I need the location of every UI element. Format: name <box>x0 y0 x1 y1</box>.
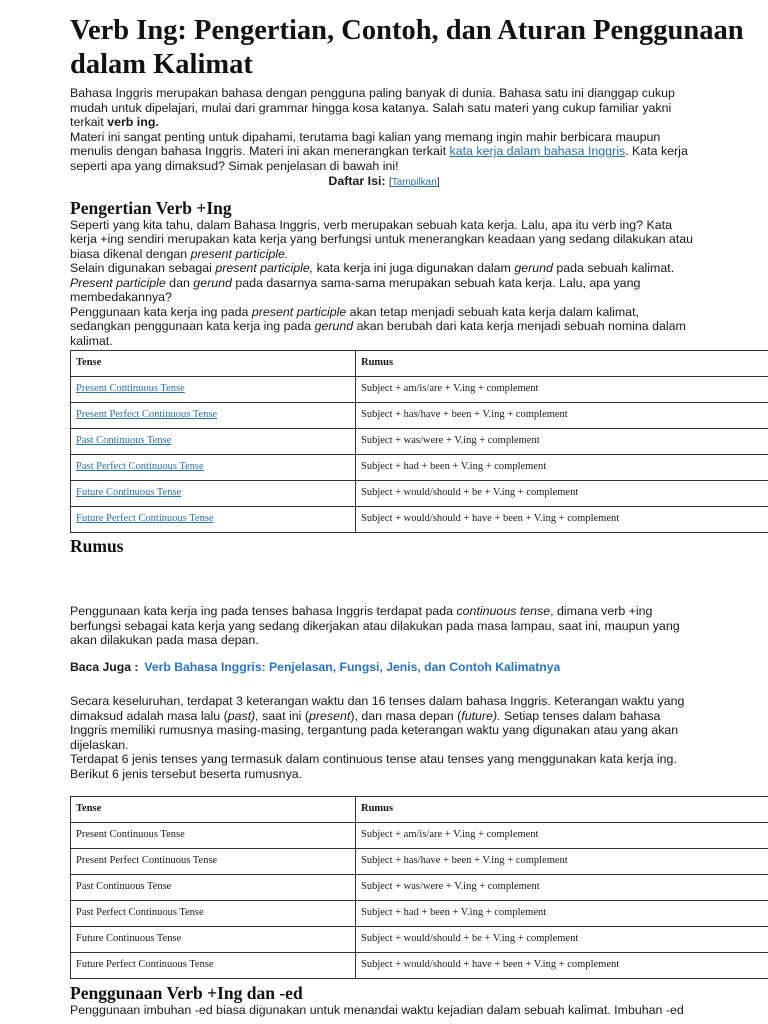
intro-text: Bahasa Inggris merupakan bahasa dengan pengguna paling banyak di dunia. Bahasa satu ini dianggap cukup mudah untuk dipelajari, mulai dari grammar hingga kosa katanya. Salah satu materi yang cukup familiar yakni terkait <box>70 86 675 129</box>
italic-term: present participle. <box>190 246 289 261</box>
table-row <box>71 927 768 953</box>
toc-toggle-link[interactable]: Tampilkan <box>391 177 437 188</box>
intro-text: . Kata kerja seperti apa yang dimaksud? Simak penjelasan di bawah ini! <box>70 144 688 173</box>
formula-cell: Subject + am/is/are + V.ing + complement <box>356 823 768 849</box>
section1-paragraph-3 <box>70 305 698 349</box>
tense-link[interactable]: Past Continuous Tense <box>76 435 172 447</box>
table-header-row <box>71 797 768 823</box>
section-heading-pengertian: Pengertian Verb +Ing <box>70 197 232 218</box>
table-row <box>71 403 768 429</box>
baca-juga <box>70 660 768 675</box>
tense-cell <box>71 403 356 429</box>
table-row <box>71 429 768 455</box>
baca-juga-link[interactable]: Verb Bahasa Inggris: Penjelasan, Fungsi, Jenis, dan Contoh Kalimatnya <box>144 659 561 674</box>
section-heading-rumus: Rumus <box>70 536 124 556</box>
section1-paragraph-2 <box>70 261 698 305</box>
italic-term: present participle <box>251 304 347 319</box>
italic-term: gerund <box>514 261 553 275</box>
text: Setiap tenses dalam bahasa Inggris memiliki rumusnya masing-masing, tergantung pada keterangan waktu yang digunakan atau yang akan dijelaskan. <box>70 708 679 752</box>
tense-cell: Present Perfect Continuous Tense <box>71 849 356 875</box>
page-title: Verb Ing: Pengertian, Contoh, dan Aturan Penggunaan dalam Kalimat <box>70 15 744 80</box>
formula-cell: Subject + was/were + V.ing + complement <box>356 875 768 901</box>
header-tense: Tense <box>71 351 356 377</box>
text: akan berubah dari kata kerja menjadi sebuah nomina dalam kalimat. <box>70 319 686 348</box>
table-row <box>71 875 768 901</box>
italic-term: Present participle <box>70 275 166 290</box>
formula-cell: Subject + would/should + be + V.ing + complement <box>356 481 768 507</box>
tense-link[interactable]: Future Continuous Tense <box>76 487 182 499</box>
table-row <box>71 481 768 507</box>
formula-cell: Subject + had + been + V.ing + complement <box>356 901 768 927</box>
text: ), dan masa depan ( <box>350 708 462 723</box>
text: pada sebuah kalimat. <box>552 261 675 275</box>
table-row <box>71 823 768 849</box>
text: saat ini ( <box>258 708 310 723</box>
italic-term: continuous tense <box>456 604 551 618</box>
header-tense: Tense <box>71 797 356 823</box>
italic-term: present participle, <box>215 261 314 275</box>
italic-term: past), <box>227 708 259 723</box>
tense-cell <box>71 507 356 533</box>
formula-cell: Subject + would/should + have + been + V.ing + complement <box>356 507 768 533</box>
table-header-row <box>71 351 768 377</box>
formula-cell: Subject + am/is/are + V.ing + complement <box>356 377 768 403</box>
tense-link[interactable]: Past Perfect Continuous Tense <box>76 461 204 473</box>
header-rumus: Rumus <box>356 351 768 377</box>
table-row <box>71 377 768 403</box>
italic-term: present <box>309 708 351 723</box>
text: akan tetap menjadi sebuah kata kerja dalam kalimat, sedangkan penggunaan kata kerja ing pada <box>70 304 639 333</box>
toc-bracket: [ <box>389 177 392 188</box>
tense-link[interactable]: Present Continuous Tense <box>76 383 185 395</box>
table-of-contents <box>70 174 698 191</box>
formula-cell: Subject + was/were + V.ing + complement <box>356 429 768 455</box>
tense-table-linked <box>70 350 768 533</box>
table-row <box>71 455 768 481</box>
text: , dimana verb +ing berfungsi sebagai kata kerja yang sedang dikerjakan atau dilakukan pada masa lampau, saat ini, maupun yang akan dilakukan pada masa depan. <box>70 604 680 647</box>
formula-cell: Subject + had + been + V.ing + complement <box>356 455 768 481</box>
intro-text: Materi ini sangat penting untuk dipahami, terutama bagi kalian yang memang ingin mahir berbicara maupun menulis dengan bahasa Inggris. Materi ini akan menerangkan terkait <box>70 129 661 158</box>
text: Penggunaan kata kerja ing pada <box>70 304 252 319</box>
toc-bracket: ] <box>436 177 440 188</box>
table-row <box>71 507 768 533</box>
tense-cell <box>71 429 356 455</box>
formula-cell: Subject + would/should + be + V.ing + complement <box>356 927 768 953</box>
intro-bold: verb ing. <box>107 115 159 129</box>
kata-kerja-link[interactable]: kata kerja dalam bahasa Inggris <box>449 144 626 158</box>
header-rumus: Rumus <box>356 797 768 823</box>
italic-term: gerund <box>314 319 354 333</box>
tense-cell: Present Continuous Tense <box>71 823 356 849</box>
tense-cell <box>71 481 356 507</box>
section2-paragraph-1 <box>70 604 698 648</box>
formula-cell: Subject + has/have + been + V.ing + complement <box>356 849 768 875</box>
tense-table-plain <box>70 796 768 979</box>
text: dan <box>165 275 194 290</box>
text: pada dasarnya sama-sama merupakan sebuah kata kerja. Lalu, apa yang membedakannya? <box>70 275 641 304</box>
text: Seperti yang kita tahu, dalam Bahasa Inggris, verb merupakan sebuah kata kerja. Lalu, apa itu verb ing? Kata kerja +ing sendiri merupakan kata kerja yang berfungsi untuk menerangkan keadaan yang sedang dilakukan atau biasa dikenal dengan <box>70 217 694 261</box>
tense-link[interactable]: Future Perfect Continuous Tense <box>76 513 214 525</box>
tense-cell <box>71 377 356 403</box>
section3-paragraph-1: Penggunaan imbuhan -ed biasa digunakan untuk menandai waktu kejadian dalam sebuah kalimat. Imbuhan -ed <box>70 1003 684 1017</box>
table-row <box>71 953 768 979</box>
table-row <box>71 901 768 927</box>
formula-cell: Subject + would/should + have + been + V.ing + complement <box>356 953 768 979</box>
intro-paragraph-1 <box>70 86 698 130</box>
tense-cell: Future Continuous Tense <box>71 927 356 953</box>
italic-term: gerund <box>193 275 232 290</box>
tense-cell: Past Perfect Continuous Tense <box>71 901 356 927</box>
section-heading-penggunaan: Penggunaan Verb +Ing dan -ed <box>70 983 303 1003</box>
tense-cell <box>71 455 356 481</box>
text: Secara keseluruhan, terdapat 3 keterangan waktu dan 16 tenses dalam bahasa Inggris. Keterangan waktu yang dimaksud adalah masa lalu ( <box>70 694 685 723</box>
toc-label: Daftar Isi: <box>328 174 386 188</box>
italic-term: future). <box>461 708 501 723</box>
text: Selain digunakan sebagai <box>70 261 216 275</box>
article <box>70 14 768 1018</box>
section2-paragraph-2 <box>70 694 698 752</box>
section2-paragraph-3: Terdapat 6 jenis tenses yang termasuk dalam continuous tense atau tenses yang menggunakan kata kerja ing. Berikut 6 jenis tersebut beserta rumusnya. <box>70 752 677 781</box>
text: Penggunaan kata kerja ing pada tenses bahasa Inggris terdapat pada <box>70 604 457 618</box>
formula-cell: Subject + has/have + been + V.ing + complement <box>356 403 768 429</box>
text: kata kerja ini juga digunakan dalam <box>313 261 515 275</box>
intro-paragraph-2 <box>70 130 698 174</box>
tense-cell: Future Perfect Continuous Tense <box>71 953 356 979</box>
table-row <box>71 849 768 875</box>
baca-juga-label: Baca Juga : <box>70 659 139 674</box>
section1-paragraph-1 <box>70 218 698 262</box>
tense-link[interactable]: Present Perfect Continuous Tense <box>76 409 218 421</box>
tense-cell: Past Continuous Tense <box>71 875 356 901</box>
